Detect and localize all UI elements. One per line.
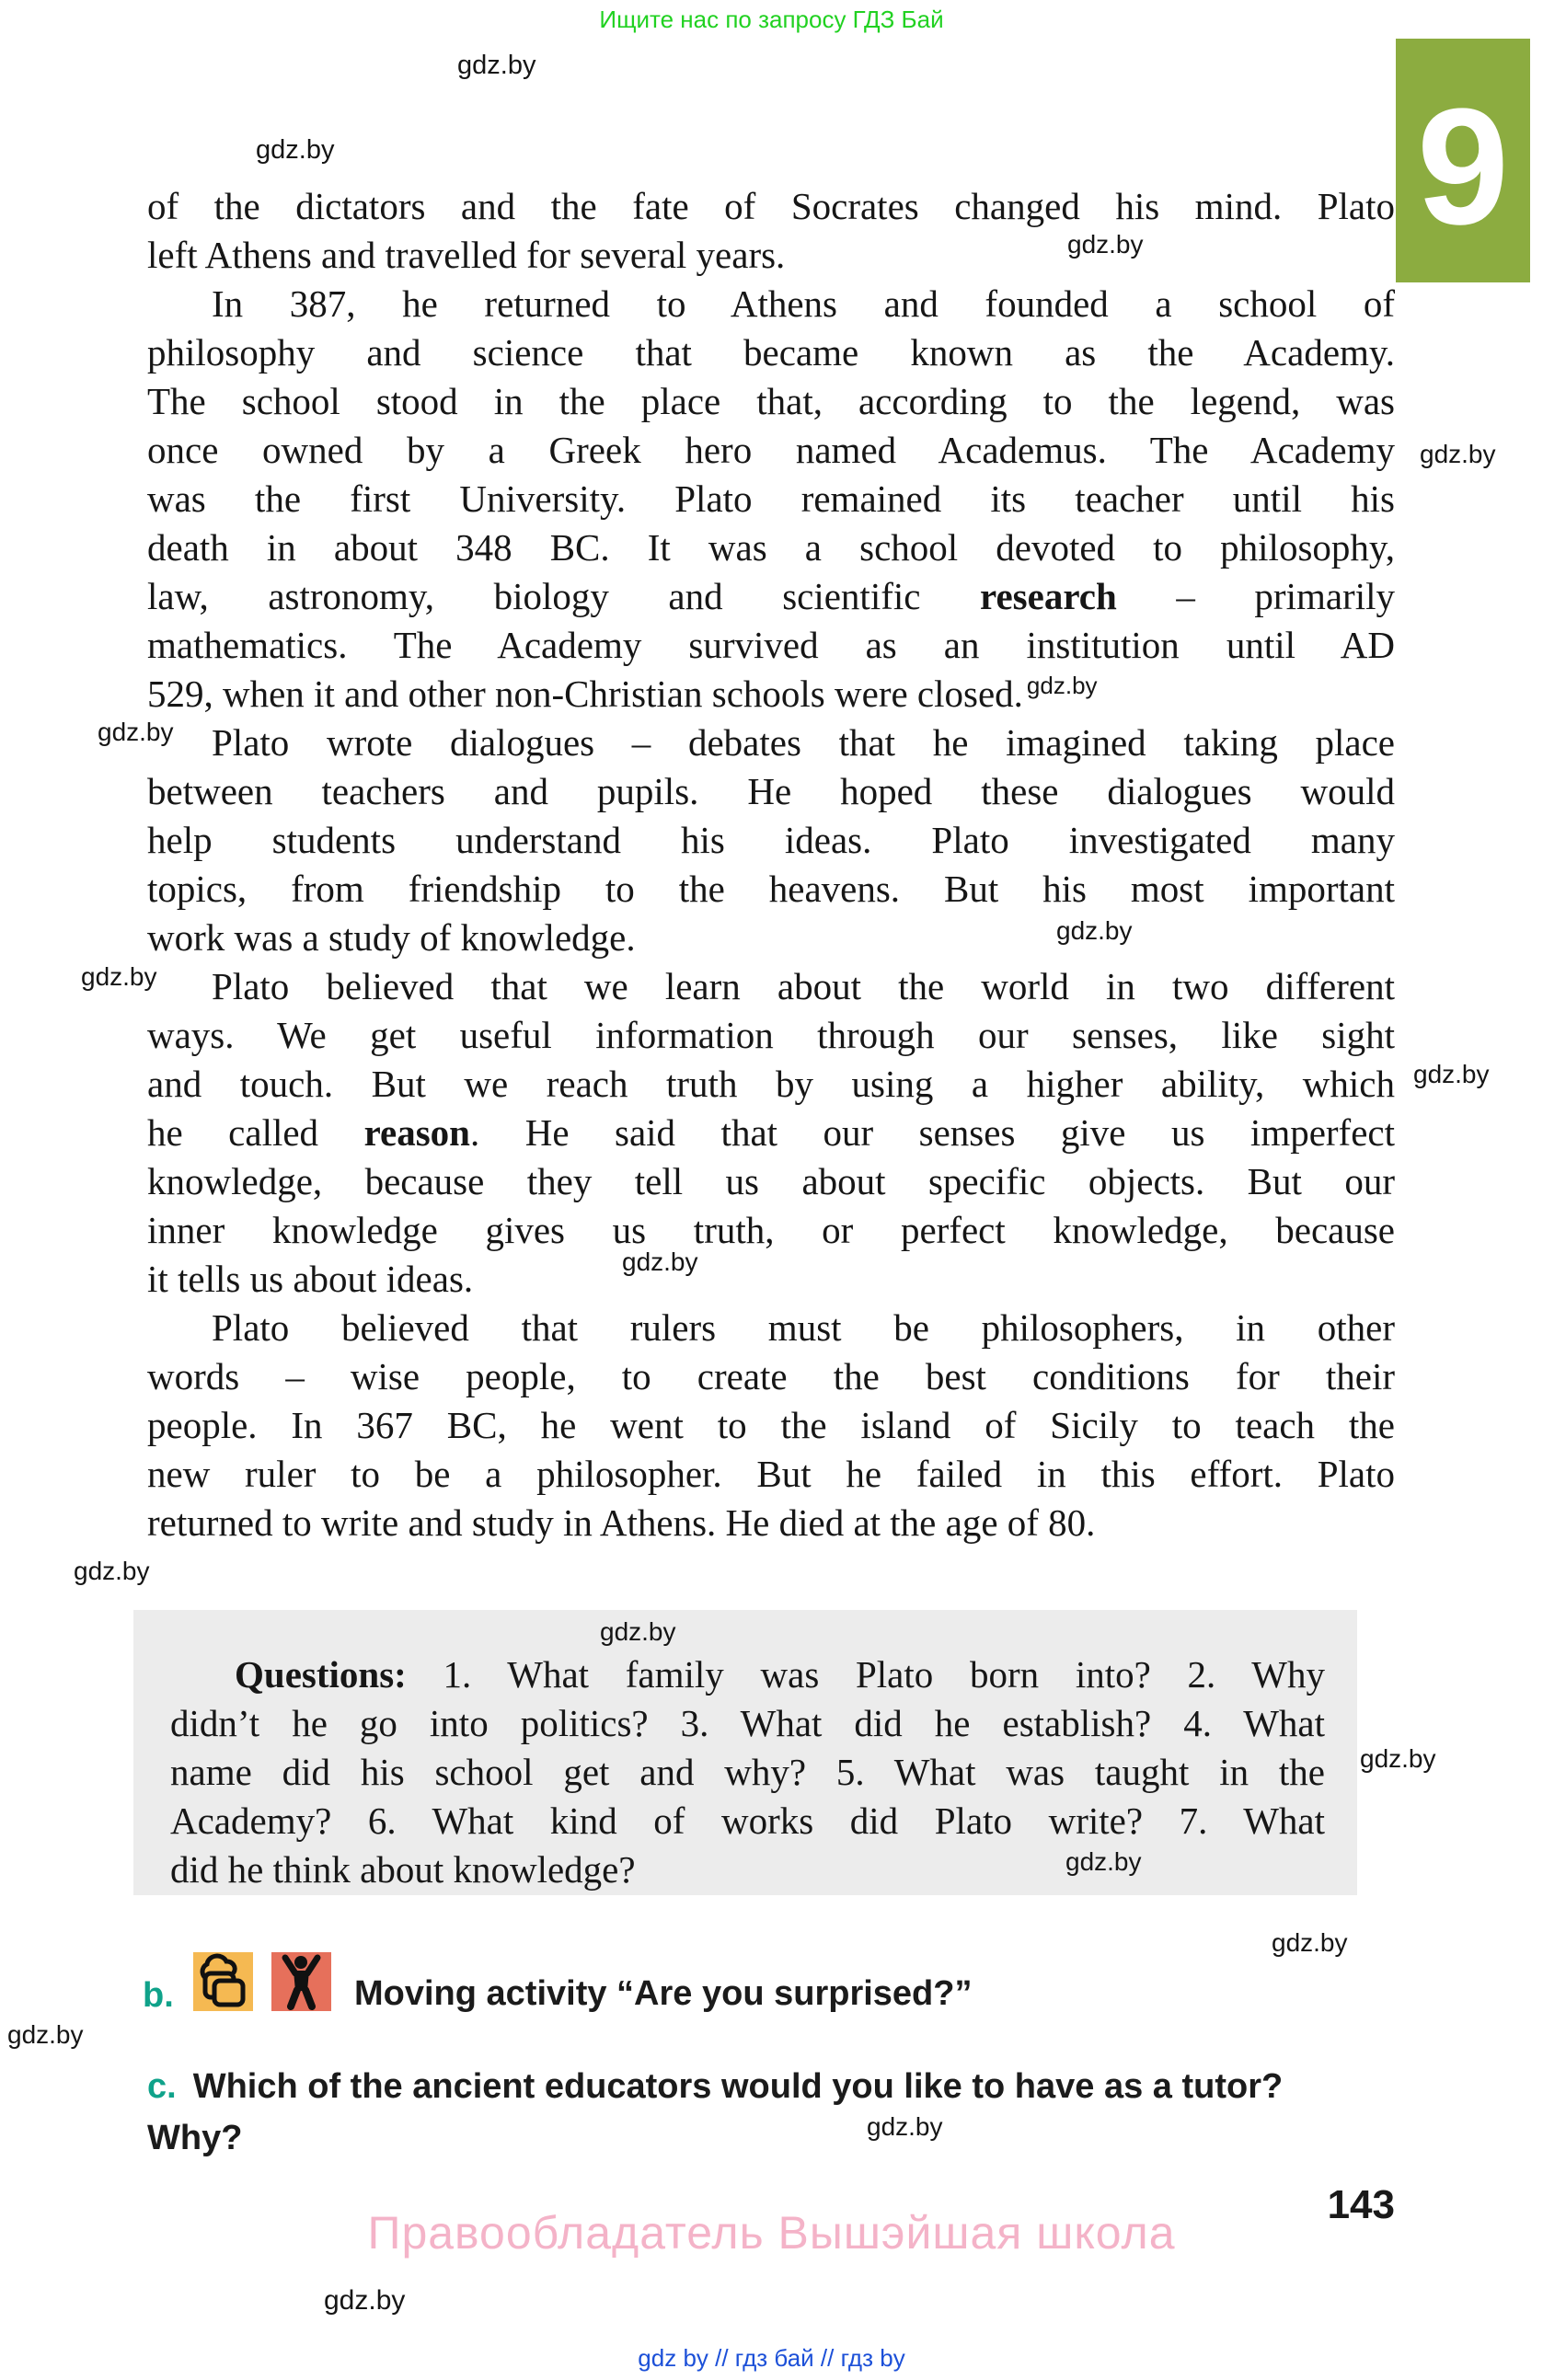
text-line: between teachers and pupils. He hoped these dialogues would xyxy=(147,770,1395,812)
text-line: was the first University. Plato remained its teacher until his xyxy=(147,477,1395,520)
copyright-text: Правообладатель Вышэйшая школа xyxy=(367,2207,1176,2259)
text-line: work was a study of knowledge. xyxy=(147,916,636,959)
text-segment: 1. What family was Plato born into? 2. Why xyxy=(443,1653,1325,1696)
text-segment: . He said that our senses give us imperfect xyxy=(469,1111,1395,1154)
gdz-watermark: gdz.by xyxy=(256,135,335,165)
gdz-watermark: gdz.by xyxy=(1026,672,1098,699)
text-segment: 529, when it and other non-Christian schools were closed. xyxy=(147,673,1023,715)
gdz-watermark: gdz.by xyxy=(1056,916,1133,945)
text-line: Academy? 6. What kind of works did Plato write? 7. What xyxy=(170,1799,1325,1842)
text-line: help students understand his ideas. Plato investigated many xyxy=(147,819,1395,861)
gdz-watermark: gdz.by xyxy=(867,2112,943,2141)
text-line: Plato believed that we learn about the world in two different xyxy=(212,965,1395,1007)
gdz-watermark: gdz.by xyxy=(600,1617,676,1646)
bold-term-research: research xyxy=(980,575,1117,617)
text-line: returned to write and study in Athens. He died at the age of 80. xyxy=(147,1501,1096,1544)
text-line: ways. We get useful information through our senses, like sight xyxy=(147,1014,1395,1056)
text-line: Plato believed that rulers must be philosophers, in other xyxy=(212,1306,1395,1349)
text-line: Plato wrote dialogues – debates that he imagined taking place xyxy=(212,721,1395,764)
footer-links[interactable]: gdz by // гдз бай // гдз by xyxy=(638,2344,905,2372)
text-segment: law, astronomy, biology and scientific xyxy=(147,575,981,617)
questions-text xyxy=(170,1650,1325,1894)
gdz-watermark: gdz.by xyxy=(1420,440,1496,468)
text-line: people. In 367 BC, he went to the island of Sicily to teach the xyxy=(147,1404,1395,1446)
task-c-text xyxy=(147,2061,1408,2164)
moving-activity-icon xyxy=(271,1952,331,2011)
text-segment: he called xyxy=(147,1111,364,1154)
text-line: name did his school get and why? 5. What was taught in the xyxy=(170,1751,1325,1793)
task-b-text: Moving activity “Are you surprised?” xyxy=(354,1974,973,2013)
text-line: once owned by a Greek hero named Academus. The Academy xyxy=(147,429,1395,471)
text-line: mathematics. The Academy survived as an institution until AD xyxy=(147,624,1395,666)
text-line: inner knowledge gives us truth, or perfect knowledge, because xyxy=(147,1209,1395,1251)
unit-number-badge: 9 xyxy=(1396,39,1530,282)
text-line: The school stood in the place that, according to the legend, was xyxy=(147,380,1395,422)
gdz-watermark: gdz.by xyxy=(1065,1847,1142,1876)
text-segment: – primarily xyxy=(1116,575,1395,617)
text-line: philosophy and science that became known as the Academy. xyxy=(147,331,1395,374)
text-segment: Which of the ancient educators would you like to have as a tutor? xyxy=(192,2067,1284,2106)
text-line xyxy=(170,1650,1325,1699)
gdz-watermark: gdz.by xyxy=(98,718,174,746)
text-line: it tells us about ideas. xyxy=(147,1258,474,1300)
questions-box xyxy=(133,1610,1357,1895)
text-line: and touch. But we reach truth by using a higher ability, which xyxy=(147,1063,1395,1105)
text-line: death in about 348 BC. It was a school devoted to philosophy, xyxy=(147,526,1395,569)
text-line: left Athens and travelled for several years. xyxy=(147,234,786,276)
bold-term-reason: reason xyxy=(363,1111,470,1154)
text-line: knowledge, because they tell us about specific objects. But our xyxy=(147,1160,1395,1202)
gdz-watermark: gdz.by xyxy=(74,1557,150,1585)
gdz-watermark: gdz.by xyxy=(7,2020,84,2049)
task-c-label: c. xyxy=(147,2067,177,2106)
text-line xyxy=(147,2061,1408,2112)
gdz-watermark: gdz.by xyxy=(1067,230,1144,259)
gdz-watermark: gdz.by xyxy=(81,962,157,991)
text-line: did he think about knowledge? xyxy=(170,1848,636,1891)
text-line: topics, from friendship to the heavens. But his most important xyxy=(147,868,1395,910)
gdz-watermark: gdz.by xyxy=(324,2285,406,2316)
text-line: new ruler to be a philosopher. But he failed in this effort. Plato xyxy=(147,1453,1395,1495)
pair-work-icon xyxy=(193,1952,253,2011)
text-line: In 387, he returned to Athens and founded a school of xyxy=(212,282,1395,325)
text-line xyxy=(147,670,1395,719)
text-line: of the dictators and the fate of Socrates changed his mind. Plato xyxy=(147,185,1395,227)
text-line xyxy=(147,572,1395,621)
task-b-label: b. xyxy=(143,1976,174,2015)
gdz-watermark: gdz.by xyxy=(1360,1744,1436,1773)
gdz-watermark: gdz.by xyxy=(1272,1928,1348,1957)
text-line xyxy=(147,1109,1395,1157)
text-line: didn’t he go into politics? 3. What did he establish? 4. What xyxy=(170,1702,1325,1744)
text-line: Why? xyxy=(147,2119,243,2157)
questions-label: Questions: xyxy=(235,1653,443,1696)
gdz-watermark: gdz.by xyxy=(1413,1060,1490,1088)
promo-banner: Ищите нас по запросу ГДЗ Бай xyxy=(599,6,944,33)
page-number: 143 xyxy=(1327,2182,1395,2227)
gdz-watermark: gdz.by xyxy=(622,1247,698,1276)
text-line: words – wise people, to create the best conditions for their xyxy=(147,1355,1395,1397)
gdz-watermark: gdz.by xyxy=(457,51,536,80)
article-text xyxy=(147,182,1395,1547)
